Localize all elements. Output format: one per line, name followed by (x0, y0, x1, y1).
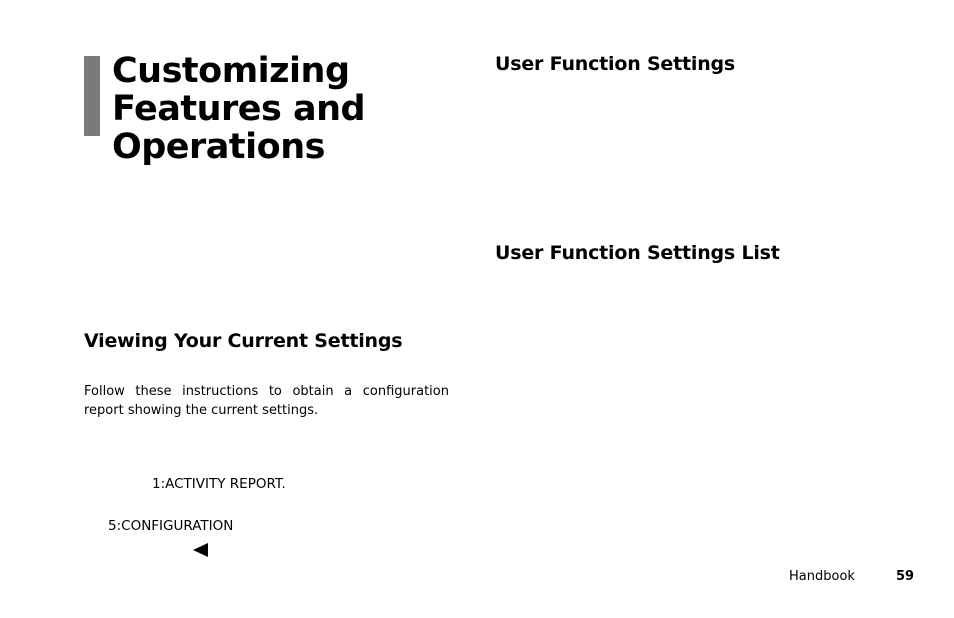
footer-handbook-label: Handbook (789, 569, 855, 584)
heading-viewing-current-settings: Viewing Your Current Settings (84, 330, 403, 352)
footer-page-number: 59 (896, 569, 915, 584)
heading-user-function-settings: User Function Settings (495, 53, 736, 75)
chapter-title: Customizing Features and Operations (112, 51, 366, 167)
display-activity-report: 1:ACTIVITY REPORT. (152, 476, 286, 492)
instructions-paragraph: Follow these instructions to obtain a configuration report showing the current settings. (84, 384, 449, 418)
display-configuration: 5:CONFIGURATION (108, 518, 234, 534)
left-arrow-icon (193, 543, 208, 557)
chapter-marker-bar (84, 56, 100, 136)
heading-user-function-settings-list: User Function Settings List (495, 242, 780, 264)
